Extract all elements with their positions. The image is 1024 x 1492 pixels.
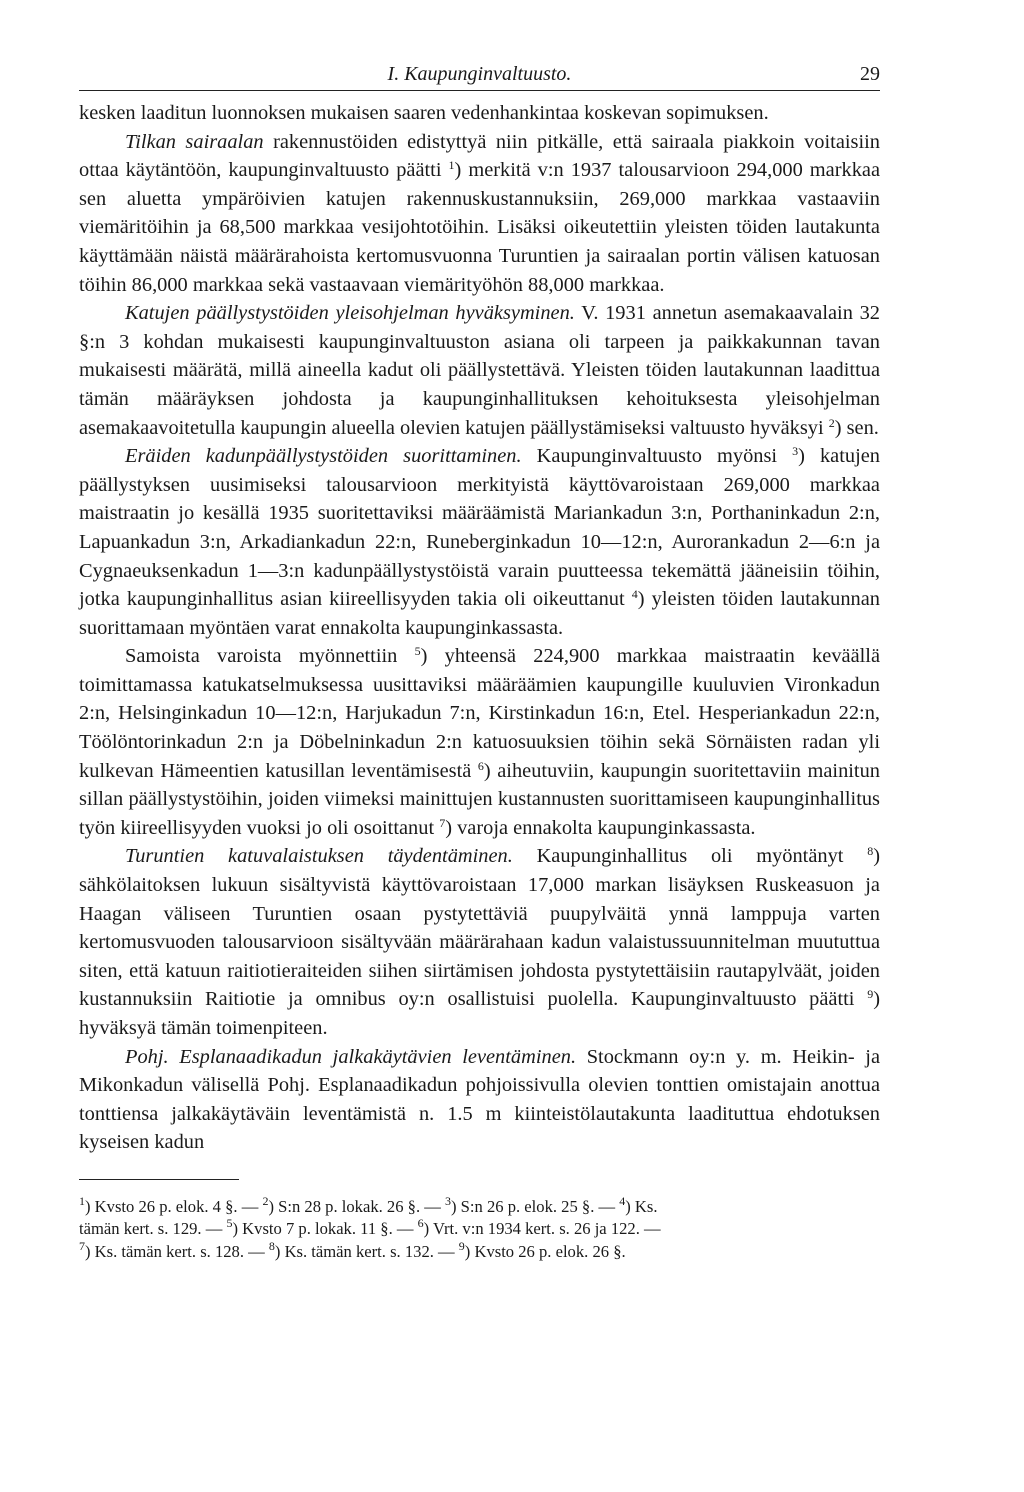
- section-heading: Eräiden kadunpäällystystöiden suorittaminen.: [125, 445, 522, 468]
- footnote-ref: 7: [439, 815, 446, 830]
- section-heading: Katujen päällystystöiden yleisohjelman hyväksyminen.: [125, 302, 575, 325]
- footnote-ref: 4: [631, 587, 638, 602]
- footnotes: [79, 1193, 880, 1263]
- paragraph-1: kesken laaditun luonnoksen mukaisen saaren vedenhankintaa koskevan sopimuksen.: [79, 102, 769, 124]
- paragraph-3: Katujen päällystystöiden yleisohjelman hyväksyminen. V. 1931 annetun asemakaavalain 32 §:n 3 kohdan mukaisesti kaupunginvaltuuston asiana oli tarpeen ja paikkakunnan tavan mukaisesti määrätä, millä aineella kadut oli päällystettävä. Yleisten töiden lautakunnan laadittua tämän määräyksen johdosta ja kaupunginhallituksen kehoituksesta yleisohjelman asemakaavoitetulla kaupungin alueella olevien katujen päällystämiseksi valtuusto hyväksyi $^2$) sen.: [79, 302, 880, 439]
- footnote-number: 1: [79, 1193, 85, 1208]
- page-number: 29: [860, 63, 880, 85]
- paragraph-5: Samoista varoista myönnettiin $^5$) yhteensä 224,900 markkaa maistraatin keväällä toimittamassa katukatselmuksessa uusittaviksi määräämien kaupungille kuuluvien Vironkadun 2:n, Helsinginkadun 10—12:n, Harjukadun 7:n, Kirstinkadun 16:n, Etel. Hesperiankadun 22:n, Töölöntorinkadun 2:n ja Döbelninkadun 2:n katuosuuksien töihin sekä Sörnäisten radan yli kulkevan Hämeentien katusillan leventämisestä $^6$) aiheutuviin, kaupungin suoritettaviin mainitun sillan päällystystöihin, joiden viimeksi mainittujen kustannusten suorittamiseen kaupunginhallitus työn kiireellisyyden vuoksi jo oli osoittanut $^7$) varoja ennakolta kaupunginkassasta.: [79, 644, 880, 839]
- footnote-number: 4: [619, 1193, 626, 1208]
- running-header: [79, 60, 880, 91]
- header-title: I. Kaupunginvaltuusto.: [387, 63, 572, 85]
- footnote-number: 3: [445, 1193, 451, 1208]
- footnote-ref: 6: [477, 758, 484, 773]
- paragraph-2: Tilkan sairaalan rakennustöiden edistyttyä niin pitkälle, että sairaala piakkoin voitaisiin ottaa käytäntöön, kaupunginvaltuusto päätti $^1$) merkitä v:n 1937 talousarvioon 294,000 markkaa sen aluetta ympäröivien katujen rakennuskustannuksiin, 269,000 markkaa vastaaviin viemäritöihin ja 68,500 markkaa vesijohtotöihin. Lisäksi oikeutettiin yleisten töiden lautakunta käyttämään näistä määrärahoista kertomusvuonna Turuntien ja sairaalan portin välisen katuosan töihin 86,000 markkaa sekä vastaavaan viemärityöhön 88,000 markkaa.: [79, 130, 880, 296]
- footnote-number: 6: [417, 1216, 424, 1231]
- footnote-ref: 8: [867, 844, 874, 859]
- footnote-ref: 5: [414, 644, 421, 659]
- footnote-ref: 2: [828, 415, 835, 430]
- footnote-number: 7: [79, 1238, 85, 1253]
- footnote-number: 2: [262, 1193, 269, 1208]
- document-page: [79, 60, 880, 1263]
- footnote-line: $^1$) Kvsto 26 p. elok. 4 §. — $^2$) S:n 28 p. lokak. 26 §. — $^3$) S:n 26 p. elok. 25 §. — $^4$) Ks.: [79, 1193, 658, 1216]
- footnote-ref: 9: [867, 987, 874, 1002]
- footnote-divider: [79, 1179, 239, 1180]
- footnote-line: tämän kert. s. 129. — $^5$) Kvsto 7 p. lokak. 11 §. — $^6$) Vrt. v:n 1934 kert. s. 26 ja 122. —: [79, 1216, 661, 1239]
- paragraph-6: Turuntien katuvalaistuksen täydentäminen. Kaupunginhallitus oli myöntänyt $^8$) sähkölaitoksen lukuun sisältyvistä käyttövaroistaan 17,000 markan lisäyksen Ruskeasuon ja Haagan väliseen Turuntien osaan pystytettäviä puupylväitä ynnä lamppuja varten kertomusvuoden talousarvioon sisältyvään määrärahaan kadun valaistussuunnitelman muututtua siten, että katuun raitiotieraiteiden siihen siirtämisen johdosta pystytettäisiin rautapylväät, joiden kustannuksiin Raitiotie ja omnibus oy:n osallistuisi puolella. Kaupunginvaltuusto päätti $^9$) hyväksyä tämän toimenpiteen.: [79, 844, 880, 1039]
- footnote-ref: 1: [448, 158, 455, 173]
- paragraph-7: Pohj. Esplanaadikadun jalkakäytävien leventäminen. Stockmann oy:n y. m. Heikin- ja Mikonkadun välisellä Pohj. Esplanaadikadun pohjoissivulla olevien tonttien omistajain anottua tonttiensa jalkakäytäväin leventämistä n. 1.5 m kiinteistölautakunta laadituttua ehdotuksen kyseisen kadun: [79, 1045, 880, 1154]
- footnote-line: $^7$) Ks. tämän kert. s. 128. — $^8$) Ks. tämän kert. s. 132. — $^9$) Kvsto 26 p. elok. 26 §.: [79, 1238, 626, 1261]
- section-heading: Pohj. Esplanaadikadun jalkakäytävien leventäminen.: [125, 1045, 577, 1068]
- footnote-number: 9: [458, 1238, 465, 1253]
- section-heading: Tilkan sairaalan: [125, 130, 264, 153]
- section-heading: Turuntien katuvalaistuksen täydentäminen.: [125, 845, 513, 868]
- footnote-number: 5: [226, 1216, 233, 1231]
- footnote-ref: 3: [792, 444, 799, 459]
- footnote-number: 8: [268, 1238, 275, 1253]
- paragraph-4: Eräiden kadunpäällystystöiden suorittaminen. Kaupunginvaltuusto myönsi $^3$) katujen päällystyksen uusimiseksi talousarvioon merkityistä käyttövaroistaan 269,000 markkaa maistraatin jo kesällä 1935 suoritettaviksi määräämistä Mariankadun 3:n, Porthaninkadun 2:n, Lapuankadun 3:n, Arkadiankadun 22:n, Runeberginkadun 10—12:n, Aurorankadun 2—6:n ja Cygnaeuksenkadun 1—3:n kadunpäällystystöistä varain puutteessa tekemättä jääneisiin töihin, jotka kaupunginhallitus asian kiireellisyyden takia oli oikeuttanut $^4$) yleisten töiden lautakunnan suorittamaan myöntäen varat ennakolta kaupunginkassasta.: [79, 444, 881, 639]
